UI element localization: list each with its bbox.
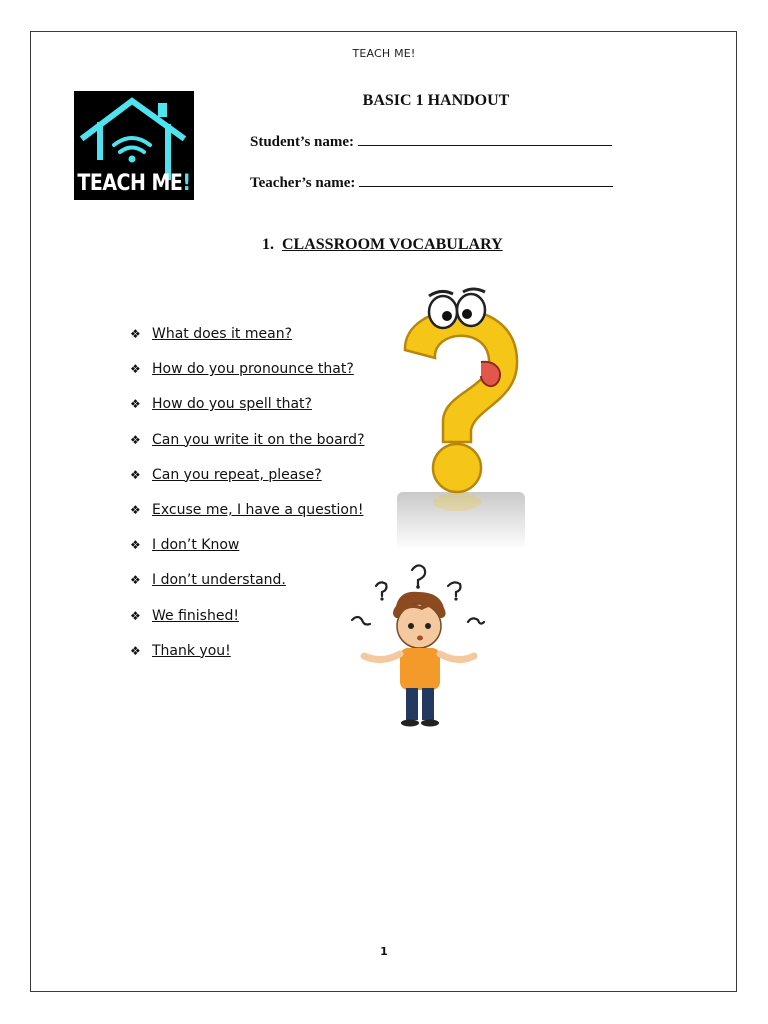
student-name-field[interactable] [250,133,612,151]
vocab-phrase: How do you spell that? [152,396,312,413]
list-item [130,465,365,500]
bullet-icon: ❖ [130,327,141,341]
vocab-phrase: I don’t Know [152,537,240,554]
teacher-name-blank[interactable] [359,174,613,187]
bullet-icon: ❖ [130,643,141,658]
vocabulary-list [130,324,365,676]
list-item [130,430,365,465]
section-number: 1. [262,236,274,253]
bullet-icon: ❖ [130,467,141,482]
teacher-name-label: Teacher’s name: [250,175,356,191]
list-item [130,500,365,535]
list-item [130,535,365,570]
handout-title: BASIC 1 HANDOUT [362,92,510,109]
vocab-phrase: What does it mean? [152,326,293,342]
bullet-icon: ❖ [130,432,141,447]
list-item [130,570,365,605]
bullet-icon: ❖ [130,538,141,553]
student-name-label: Student’s name: [250,134,355,150]
student-name-blank[interactable] [358,133,612,146]
question-mark-illustration [395,280,525,550]
teach-me-logo [74,91,194,200]
section-heading [262,236,503,254]
vocab-phrase: Excuse me, I have a question! [152,501,364,518]
teacher-name-field[interactable] [250,174,613,192]
bullet-icon: ❖ [130,397,141,412]
page-header: TEACH ME! [352,47,416,60]
vocab-phrase: How do you pronounce that? [152,361,354,378]
section-title: CLASSROOM VOCABULARY [282,236,503,253]
page-number: 1 [380,945,388,958]
confused-boy-icon [348,560,488,730]
bullet-icon: ❖ [130,362,141,377]
confused-boy-illustration [348,560,488,730]
list-item [130,324,365,359]
logo-text: TEACH ME! [77,170,191,196]
vocab-phrase: Thank you! [152,642,231,659]
question-mark-icon [395,280,525,550]
bullet-icon: ❖ [130,608,141,623]
vocab-phrase: Can you repeat, please? [152,466,322,483]
list-item [130,394,365,429]
vocab-phrase: Can you write it on the board? [152,431,365,448]
list-item [130,641,365,676]
vocab-phrase: We finished! [152,607,239,624]
bullet-icon: ❖ [130,502,141,517]
list-item [130,359,365,394]
vocab-phrase: I don’t understand. [152,572,286,589]
bullet-icon: ❖ [130,573,141,588]
list-item [130,606,365,641]
